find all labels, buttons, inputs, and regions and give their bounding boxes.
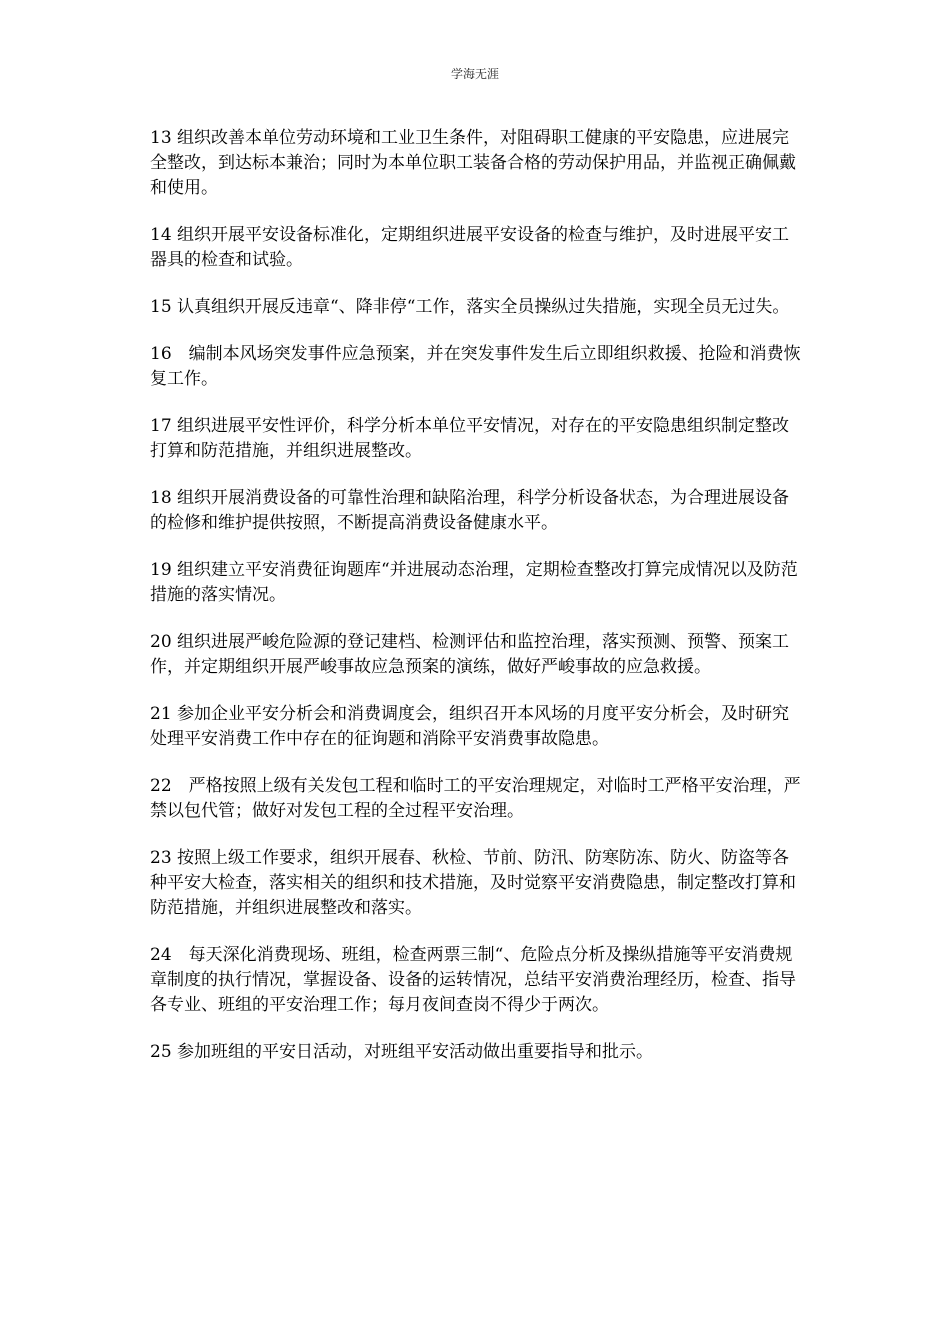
paragraph-17: 17 组织进展平安性评价，科学分析本单位平安情况，对存在的平安隐患组织制定整改打算和防范措施，并组织进展整改。	[150, 416, 790, 461]
paragraph-15: 15 认真组织开展反违章“、降非停“工作，落实全员操纵过失措施，实现全员无过失。	[150, 297, 790, 317]
paragraph-25: 25 参加班组的平安日活动，对班组平安活动做出重要指导和批示。	[150, 1042, 654, 1062]
paragraph-22: 22 严格按照上级有关发包工程和临时工的平安治理规定，对临时工严格平安治理，严禁以包代管；做好对发包工程的全过程平安治理。	[150, 776, 801, 821]
page-header: 学海无涯	[450, 67, 499, 81]
document-body	[150, 126, 805, 1087]
paragraph-16: 16 编制本风场突发事件应急预案，并在突发事件发生后立即组织救援、抢险和消费恢复工作。	[150, 344, 801, 389]
paragraph-24: 24 每天深化消费现场、班组，检查两票三制“、危险点分析及操纵措施等平安消费规章制度的执行情况，掌握设备、设备的运转情况，总结平安消费治理经历，检查、指导各专业、班组的平安治理工作；每月夜间查岗不得少于两次。	[150, 945, 796, 1015]
paragraph-20: 20 组织进展严峻危险源的登记建档、检测评估和监控治理，落实预测、预警、预案工作，并定期组织开展严峻事故应急预案的演练，做好严峻事故的应急救援。	[150, 632, 790, 677]
paragraph-23: 23 按照上级工作要求，组织开展春、秋检、节前、防汛、防寒防冻、防火、防盗等各种平安大检查，落实相关的组织和技术措施，及时觉察平安消费隐患，制定整改打算和防范措施，并组织进展整改和落实。	[150, 848, 796, 918]
paragraph-14: 14 组织开展平安设备标准化，定期组织进展平安设备的检查与维护，及时进展平安工器具的检查和试验。	[150, 225, 790, 270]
paragraph-21: 21 参加企业平安分析会和消费调度会，组织召开本风场的月度平安分析会，及时研究处理平安消费工作中存在的征询题和消除平安消费事故隐患。	[150, 704, 790, 749]
paragraph-18: 18 组织开展消费设备的可靠性治理和缺陷治理，科学分析设备状态，为合理进展设备的检修和维护提供按照，不断提高消费设备健康水平。	[150, 488, 790, 533]
paragraph-13: 13 组织改善本单位劳动环境和工业卫生条件，对阻碍职工健康的平安隐患，应进展完全整改，到达标本兼治；同时为本单位职工装备合格的劳动保护用品，并监视正确佩戴和使用。	[150, 128, 796, 198]
paragraph-19: 19 组织建立平安消费征询题库“并进展动态治理，定期检查整改打算完成情况以及防范措施的落实情况。	[150, 560, 798, 605]
